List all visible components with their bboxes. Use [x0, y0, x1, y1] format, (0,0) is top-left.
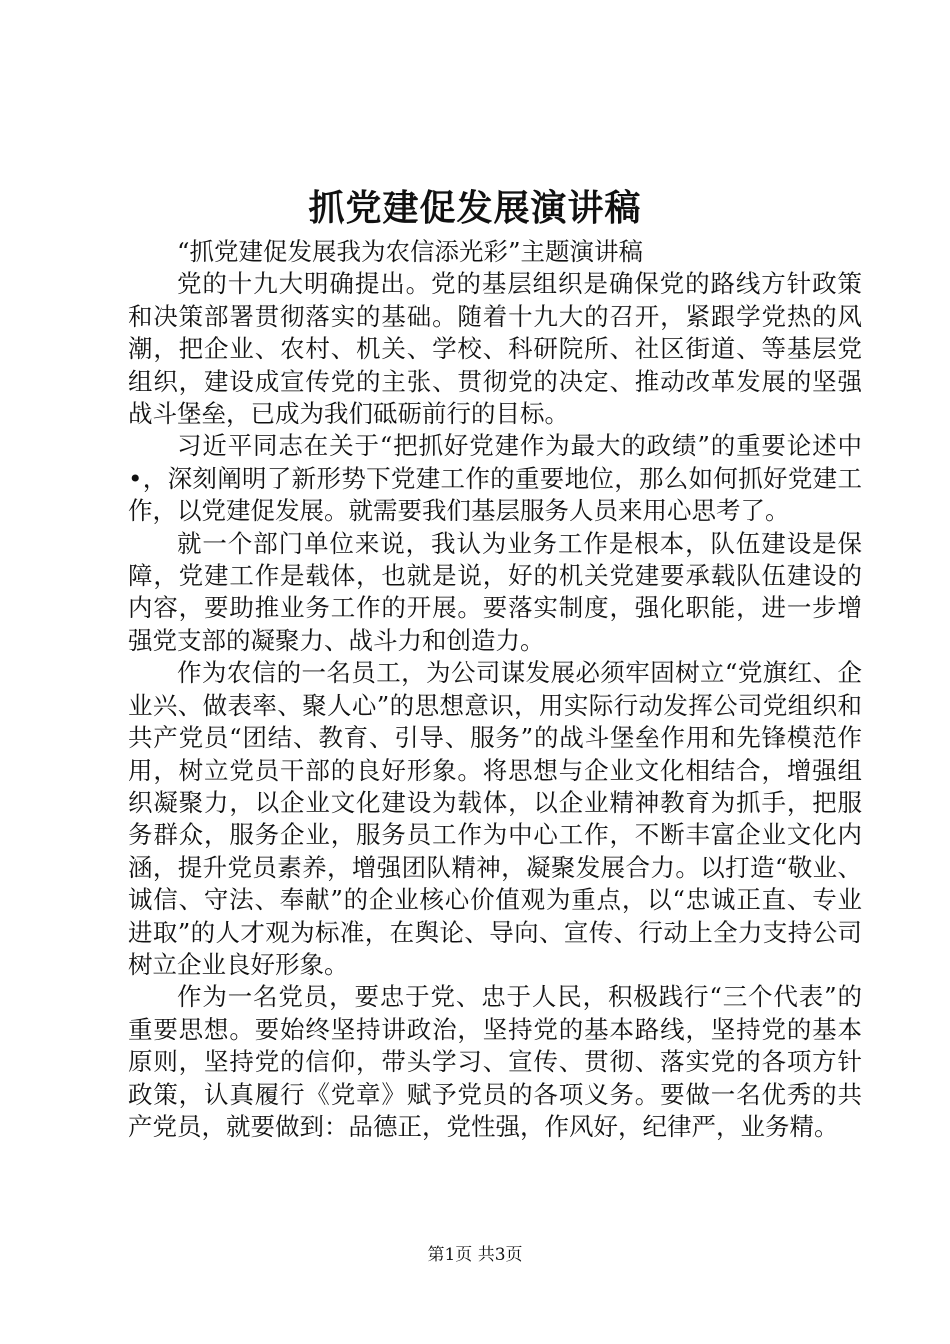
- page-number-footer: 第1页 共3页: [427, 1245, 523, 1265]
- body-paragraph: 习近平同志在关于“把抓好党建作为最大的政绩”的重要论述中•，深刻阐明了新形势下党建工作的重要地位，那么如何抓好党建工作，以党建促发展。就需要我们基层服务人员来用心思考了。: [128, 431, 862, 526]
- body-paragraph: 作为农信的一名员工，为公司谋发展必须牢固树立“党旗红、企业兴、做表率、聚人心”的思想意识，用实际行动发挥公司党组织和共产党员“团结、教育、引导、服务”的战斗堡垒作用和先锋模范作用，树立党员干部的良好形象。将思想与企业文化相结合，增强组织凝聚力，以企业文化建设为载体，以企业精神教育为抓手，把服务群众，服务企业，服务员工作为中心工作，不断丰富企业文化内涵，提升党员素养，增强团队精神，凝聚发展合力。以打造“敬业、诚信、守法、奉献”的企业核心价值观为重点，以“忠诚正直、专业进取”的人才观为标准，在舆论、导向、宣传、行动上全力支持公司树立企业良好形象。: [128, 658, 862, 979]
- body-paragraph: 作为一名党员，要忠于党、忠于人民，积极践行“三个代表”的重要思想。要始终坚持讲政治，坚持党的基本路线，坚持党的基本原则，坚持党的信仰，带头学习、宣传、贯彻、落实党的各项方针政策，认真履行《党章》赋予党员的各项义务。要做一名优秀的共产党员，就要做到：品德正，党性强，作风好，纪律严，业务精。: [128, 982, 862, 1141]
- document-body: [128, 236, 862, 1143]
- subtitle-paragraph: “抓党建促发展我为农信添光彩”主题演讲稿: [177, 237, 644, 266]
- body-paragraph: 党的十九大明确提出。党的基层组织是确保党的路线方针政策和决策部署贯彻落实的基础。随着十九大的召开，紧跟学党热的风潮，把企业、农村、机关、学校、科研院所、社区街道、等基层党组织，建设成宣传党的主张、贯彻党的决定、推动改革发展的坚强战斗堡垒，已成为我们砥砺前行的目标。: [128, 269, 862, 429]
- document-title: 抓党建促发展演讲稿: [308, 187, 642, 229]
- body-paragraph: 就一个部门单位来说，我认为业务工作是根本，队伍建设是保障，党建工作是载体，也就是说，好的机关党建要承载队伍建设的内容，要助推业务工作的开展。要落实制度，强化职能，进一步增强党支部的凝聚力、战斗力和创造力。: [128, 528, 862, 655]
